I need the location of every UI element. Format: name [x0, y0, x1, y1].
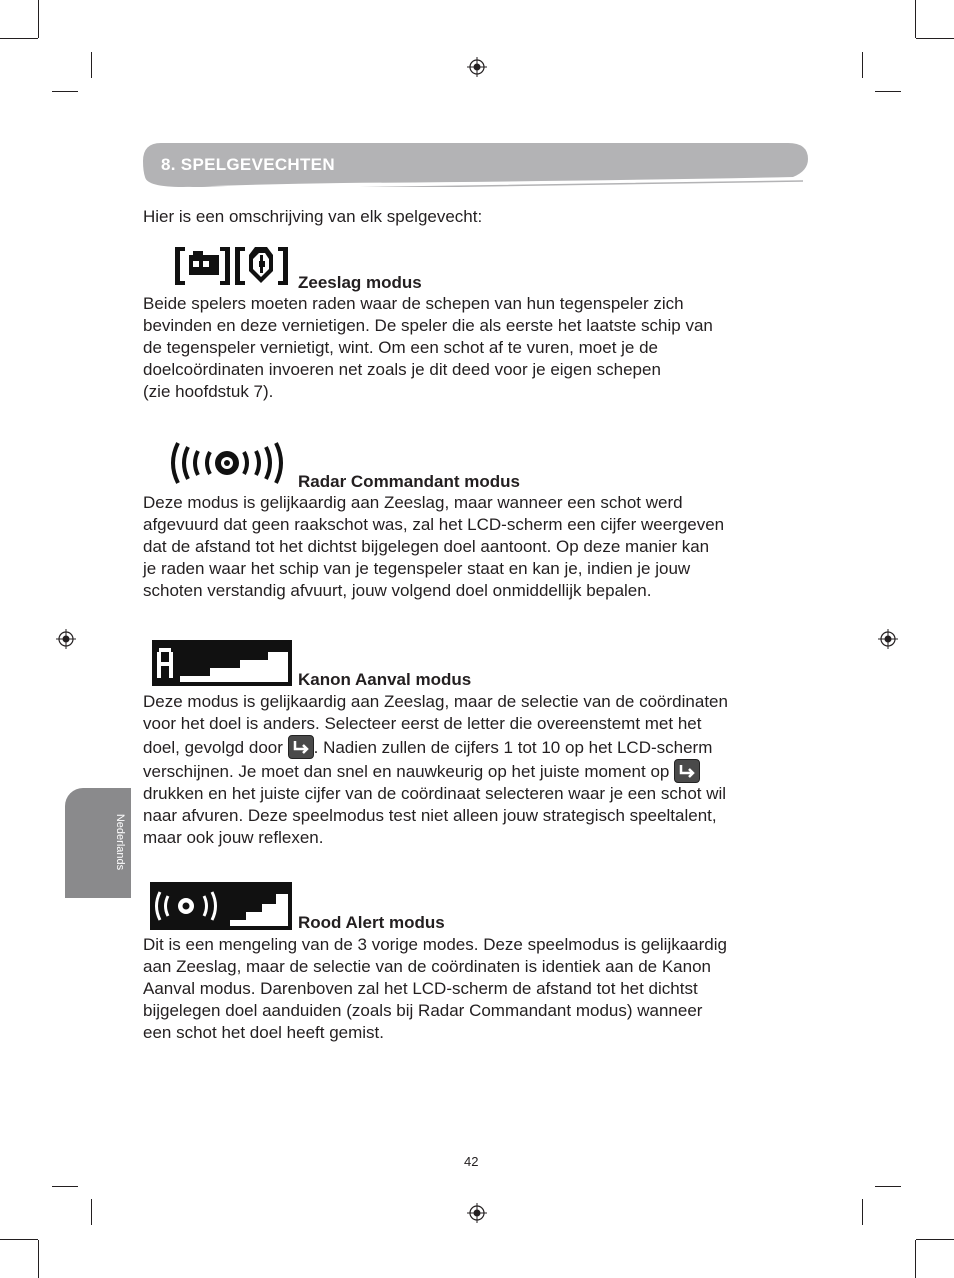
text-line: bevinden en deze vernietigen. De speler die als eerste het laatste schip van — [143, 316, 713, 335]
crop-mark — [875, 91, 901, 92]
text-line — [143, 759, 823, 783]
crop-mark — [38, 0, 39, 38]
text-fragment: verschijnen. Je moet dan snel en nauwkeurig op het juiste moment op — [143, 762, 670, 781]
text-line: drukken en het juiste cijfer van de coördinaat selecteren waar je een schot wil — [143, 784, 727, 803]
kanon-lcd-icon — [152, 640, 292, 686]
registration-mark-icon — [878, 629, 898, 649]
crop-mark — [0, 38, 38, 39]
zeeslag-lcd-icon — [173, 243, 290, 288]
text-line: naar afvuren. Deze speelmodus test niet alleen jouw strategisch speeltalent, — [143, 806, 717, 825]
text-line — [143, 735, 823, 759]
registration-mark-icon — [56, 629, 76, 649]
crop-mark — [52, 1186, 78, 1187]
crop-mark — [916, 38, 954, 39]
text-fragment: . Nadien zullen de cijfers 1 tot 10 op het LCD-scherm — [313, 738, 713, 757]
text-line: Deze modus is gelijkaardig aan Zeeslag, maar wanneer een schot werd — [143, 493, 683, 512]
crop-mark — [52, 91, 78, 92]
enter-key-icon — [288, 735, 314, 759]
mode-description-radar — [143, 492, 823, 602]
text-line: schoten verstandig afvuurt, jouw volgend doel onmiddellijk bepalen. — [143, 581, 652, 600]
radar-lcd-icon — [166, 440, 288, 486]
enter-key-icon — [674, 759, 700, 783]
rood-alert-lcd-icon — [150, 882, 292, 930]
mode-title-kanon: Kanon Aanval modus — [298, 670, 472, 689]
crop-mark — [91, 1199, 92, 1225]
crop-mark — [916, 1239, 954, 1240]
crop-mark — [862, 52, 863, 78]
text-line: doelcoördinaten invoeren net zoals je dit deed voor je eigen schepen — [143, 360, 661, 379]
text-line: bijgelegen doel aanduiden (zoals bij Radar Commandant modus) wanneer — [143, 1001, 703, 1020]
mode-title-radar: Radar Commandant modus — [298, 472, 520, 491]
mode-title-zeeslag: Zeeslag modus — [298, 273, 422, 292]
text-line: Beide spelers moeten raden waar de schepen van hun tegenspeler zich — [143, 294, 684, 313]
section-title: 8. SPELGEVECHTEN — [161, 155, 335, 174]
text-line: aan Zeeslag, maar de selectie van de coördinaten is identiek aan de Kanon — [143, 957, 711, 976]
text-line: afgevuurd dat geen raakschot was, zal het LCD-scherm een cijfer weergeven — [143, 515, 725, 534]
text-line: Aanval modus. Darenboven zal het LCD-scherm de afstand tot het dichtst — [143, 979, 698, 998]
page-number: 42 — [464, 1154, 479, 1169]
mode-description-rood-alert — [143, 934, 823, 1044]
text-line: je raden waar het schip van je tegenspeler staat en kan je, indien je jouw — [143, 559, 691, 578]
text-line: maar ook jouw reflexen. — [143, 828, 324, 847]
crop-mark — [915, 0, 916, 38]
text-fragment: doel, gevolgd door — [143, 738, 283, 757]
crop-mark — [915, 1240, 916, 1278]
text-line: de tegenspeler vernietigt, wint. Om een schot af te vuren, moet je de — [143, 338, 659, 357]
mode-description-kanon — [143, 691, 823, 849]
registration-mark-icon — [467, 1203, 487, 1223]
crop-mark — [862, 1199, 863, 1225]
crop-mark — [38, 1240, 39, 1278]
text-line: Dit is een mengeling van de 3 vorige modes. Deze speelmodus is gelijkaardig — [143, 935, 727, 954]
registration-mark-icon — [467, 57, 487, 77]
mode-description-zeeslag — [143, 293, 823, 403]
mode-title-rood-alert: Rood Alert modus — [298, 913, 445, 932]
text-line: (zie hoofdstuk 7). — [143, 382, 274, 401]
crop-mark — [91, 52, 92, 78]
text-line: een schot het doel heeft gemist. — [143, 1023, 384, 1042]
crop-mark — [875, 1186, 901, 1187]
crop-mark — [0, 1239, 38, 1240]
language-label: Nederlands — [114, 813, 126, 871]
intro-text: Hier is een omschrijving van elk spelgevecht: — [143, 207, 483, 226]
text-line: voor het doel is anders. Selecteer eerst de letter die overeenstemt met het — [143, 714, 702, 733]
text-line: dat de afstand tot het dichtst bijgelegen doel aantoont. Op deze manier kan — [143, 537, 710, 556]
text-line: Deze modus is gelijkaardig aan Zeeslag, maar de selectie van de coördinaten — [143, 692, 728, 711]
